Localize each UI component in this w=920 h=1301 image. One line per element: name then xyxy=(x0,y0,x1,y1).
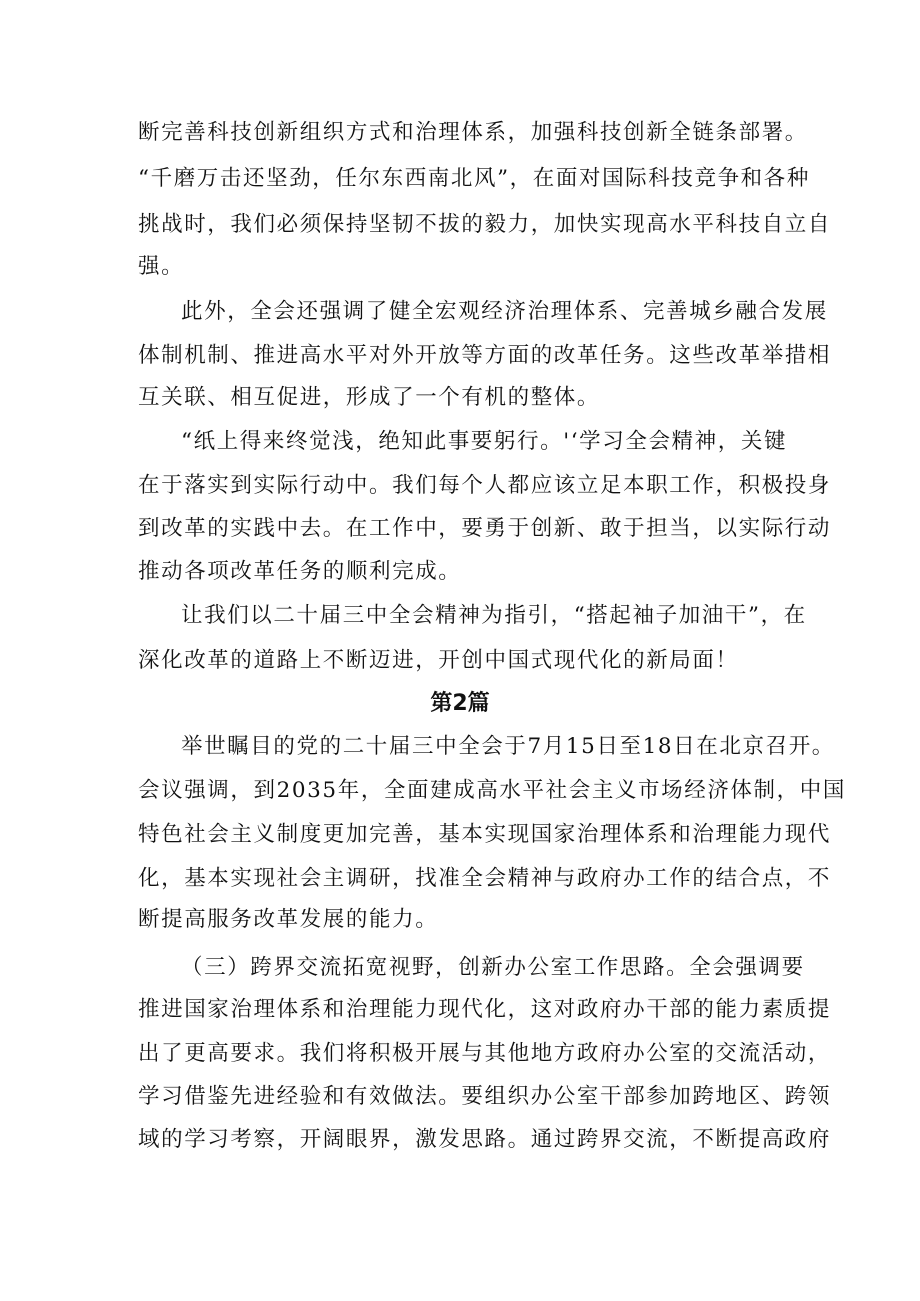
body-text-line: “千磨万击还坚劲，任尔东西南北风”，在面对国际科技竞争和各种 xyxy=(138,166,810,191)
body-text-line: 学习借鉴先进经验和有效做法。要组织办公室干部参加跨地区、跨领 xyxy=(138,1084,832,1109)
body-text-line: 深化改革的道路上不断迈进，开创中国式现代化的新局面！ xyxy=(138,648,739,673)
body-text-line: 互关联、相互促进，形成了一个有机的整体。 xyxy=(138,385,601,410)
body-text-line: 域的学习考察，开阔眼界，激发思路。通过跨界交流，不断提高政府 xyxy=(138,1127,832,1152)
body-text-line: 会议强调，到2035年，全面建成高水平社会主义市场经济体制，中国 xyxy=(138,778,846,803)
section-heading: 第2篇 xyxy=(430,691,490,716)
body-text-line: 在于落实到实际行动中。我们每个人都应该立足本职工作，积极投身 xyxy=(138,473,832,498)
paragraph-first-line: “纸上得来终觉浅，绝知此事要躬行。'‘学习全会精神，关键 xyxy=(181,429,788,454)
body-text-line: 推动各项改革任务的顺利完成。 xyxy=(138,559,462,584)
body-text-line: 体制机制、推进高水平对外开放等方面的改革任务。这些改革举措相 xyxy=(138,343,832,368)
body-text-line: 出了更高要求。我们将积极开展与其他地方政府办公室的交流活动， xyxy=(138,1041,832,1066)
body-text-line: 断完善科技创新组织方式和治理体系，加强科技创新全链条部署。 xyxy=(138,120,808,145)
body-text-line: 推进国家治理体系和治理能力现代化，这对政府办干部的能力素质提 xyxy=(138,997,832,1022)
body-text-line: 挑战时，我们必须保持坚韧不拔的毅力，加快实现高水平科技自立自 xyxy=(138,212,832,237)
paragraph-first-line: 此外，全会还强调了健全宏观经济治理体系、完善城乡融合发展 xyxy=(181,299,828,324)
body-text-line: 化，基本实现社会主调研，找准全会精神与政府办工作的结合点，不 xyxy=(138,866,832,891)
body-text-line: 断提高服务改革发展的能力。 xyxy=(138,907,439,932)
body-text-line: 到改革的实践中去。在工作中，要勇于创新、敢于担当，以实际行动 xyxy=(138,516,832,541)
paragraph-first-line: （三）跨界交流拓宽视野，创新办公室工作思路。全会强调要 xyxy=(181,955,805,980)
paragraph-first-line: 举世瞩目的党的二十届三中全会于7月15日至18日在北京召开。 xyxy=(181,734,835,759)
paragraph-first-line: 让我们以二十届三中全会精神为指引，“搭起袖子加油干”，在 xyxy=(181,603,807,628)
body-text-line: 特色社会主义制度更加完善，基本实现国家治理体系和治理能力现代 xyxy=(138,822,832,847)
body-text-line: 强。 xyxy=(138,254,185,279)
